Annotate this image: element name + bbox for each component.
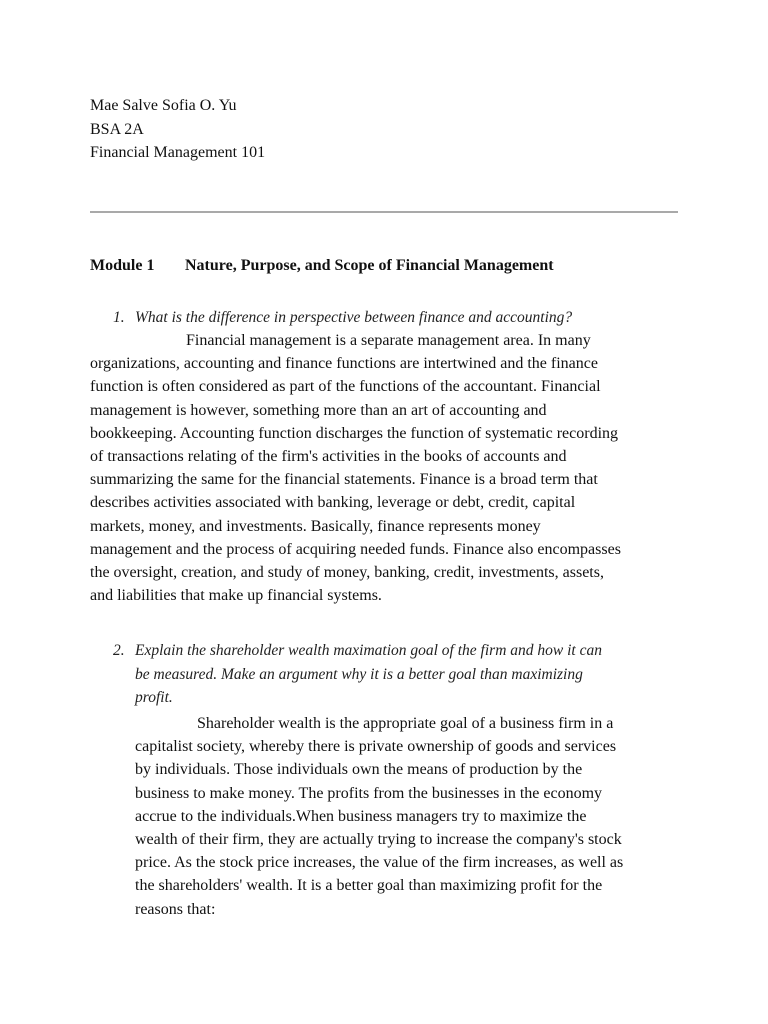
- answer-line: Financial management is a separate management area. In many: [186, 332, 591, 349]
- answer-line: management and the process of acquiring needed funds. Finance also encompasses: [90, 540, 621, 558]
- answer-line: by individuals. Those individuals own the means of production by the: [135, 761, 583, 779]
- answer-line: accrue to the individuals.When business managers try to maximize the: [135, 807, 587, 825]
- question-text-line: What is the difference in perspective between finance and accounting?: [135, 309, 573, 326]
- answer-line: summarizing the same for the financial statements. Finance is a broad term that: [90, 471, 598, 489]
- answer-line: and liabilities that make up financial systems.: [90, 587, 382, 605]
- student-section: BSA 2A: [90, 120, 144, 138]
- answer-2: [135, 712, 695, 921]
- question-1: [113, 306, 695, 330]
- answer-line: organizations, accounting and finance functions are intertwined and the finance: [90, 355, 598, 373]
- module-title: Nature, Purpose, and Scope of Financial Management: [185, 257, 554, 274]
- answer-line: wealth of their firm, they are actually trying to increase the company's stock: [135, 831, 622, 849]
- answer-line: the shareholders' wealth. It is a better goal than maximizing profit for the: [135, 877, 603, 895]
- question-number: 2.: [113, 642, 125, 659]
- horizontal-divider: [90, 211, 678, 213]
- module-heading: [90, 257, 554, 275]
- answer-line: function is often considered as part of the functions of the accountant. Financial: [90, 378, 601, 396]
- answer-line: bookkeeping. Accounting function discharges the function of systematic recording: [90, 424, 619, 442]
- question-text-line: be measured. Make an argument why it is a better goal than maximizing: [135, 665, 583, 683]
- answer-line: describes activities associated with banking, leverage or debt, credit, capital: [90, 494, 576, 512]
- answer-line: markets, money, and investments. Basically, finance represents money: [90, 517, 541, 535]
- answer-line: reasons that:: [135, 900, 216, 918]
- student-name: Mae Salve Sofia O. Yu: [90, 97, 237, 114]
- answer-1: [90, 329, 690, 607]
- question-2: [113, 639, 695, 710]
- answer-line: the oversight, creation, and study of money, banking, credit, investments, assets,: [90, 564, 604, 582]
- answer-line: management is however, something more than an art of accounting and: [90, 401, 547, 419]
- module-number: Module 1: [90, 257, 155, 274]
- answer-line: Shareholder wealth is the appropriate goal of a business firm in a: [197, 715, 614, 732]
- answer-line: business to make money. The profits from the businesses in the economy: [135, 784, 603, 802]
- answer-line: price. As the stock price increases, the value of the firm increases, as well as: [135, 854, 624, 872]
- question-text-line: profit.: [135, 689, 173, 706]
- document-header: [90, 94, 265, 165]
- course-name: Financial Management 101: [90, 144, 266, 161]
- question-text-line: Explain the shareholder wealth maximation goal of the firm and how it can: [135, 642, 602, 659]
- answer-line: capitalist society, whereby there is private ownership of goods and services: [135, 738, 617, 756]
- question-number: 1.: [113, 309, 125, 326]
- answer-line: of transactions relating of the firm's activities in the books of accounts and: [90, 448, 567, 466]
